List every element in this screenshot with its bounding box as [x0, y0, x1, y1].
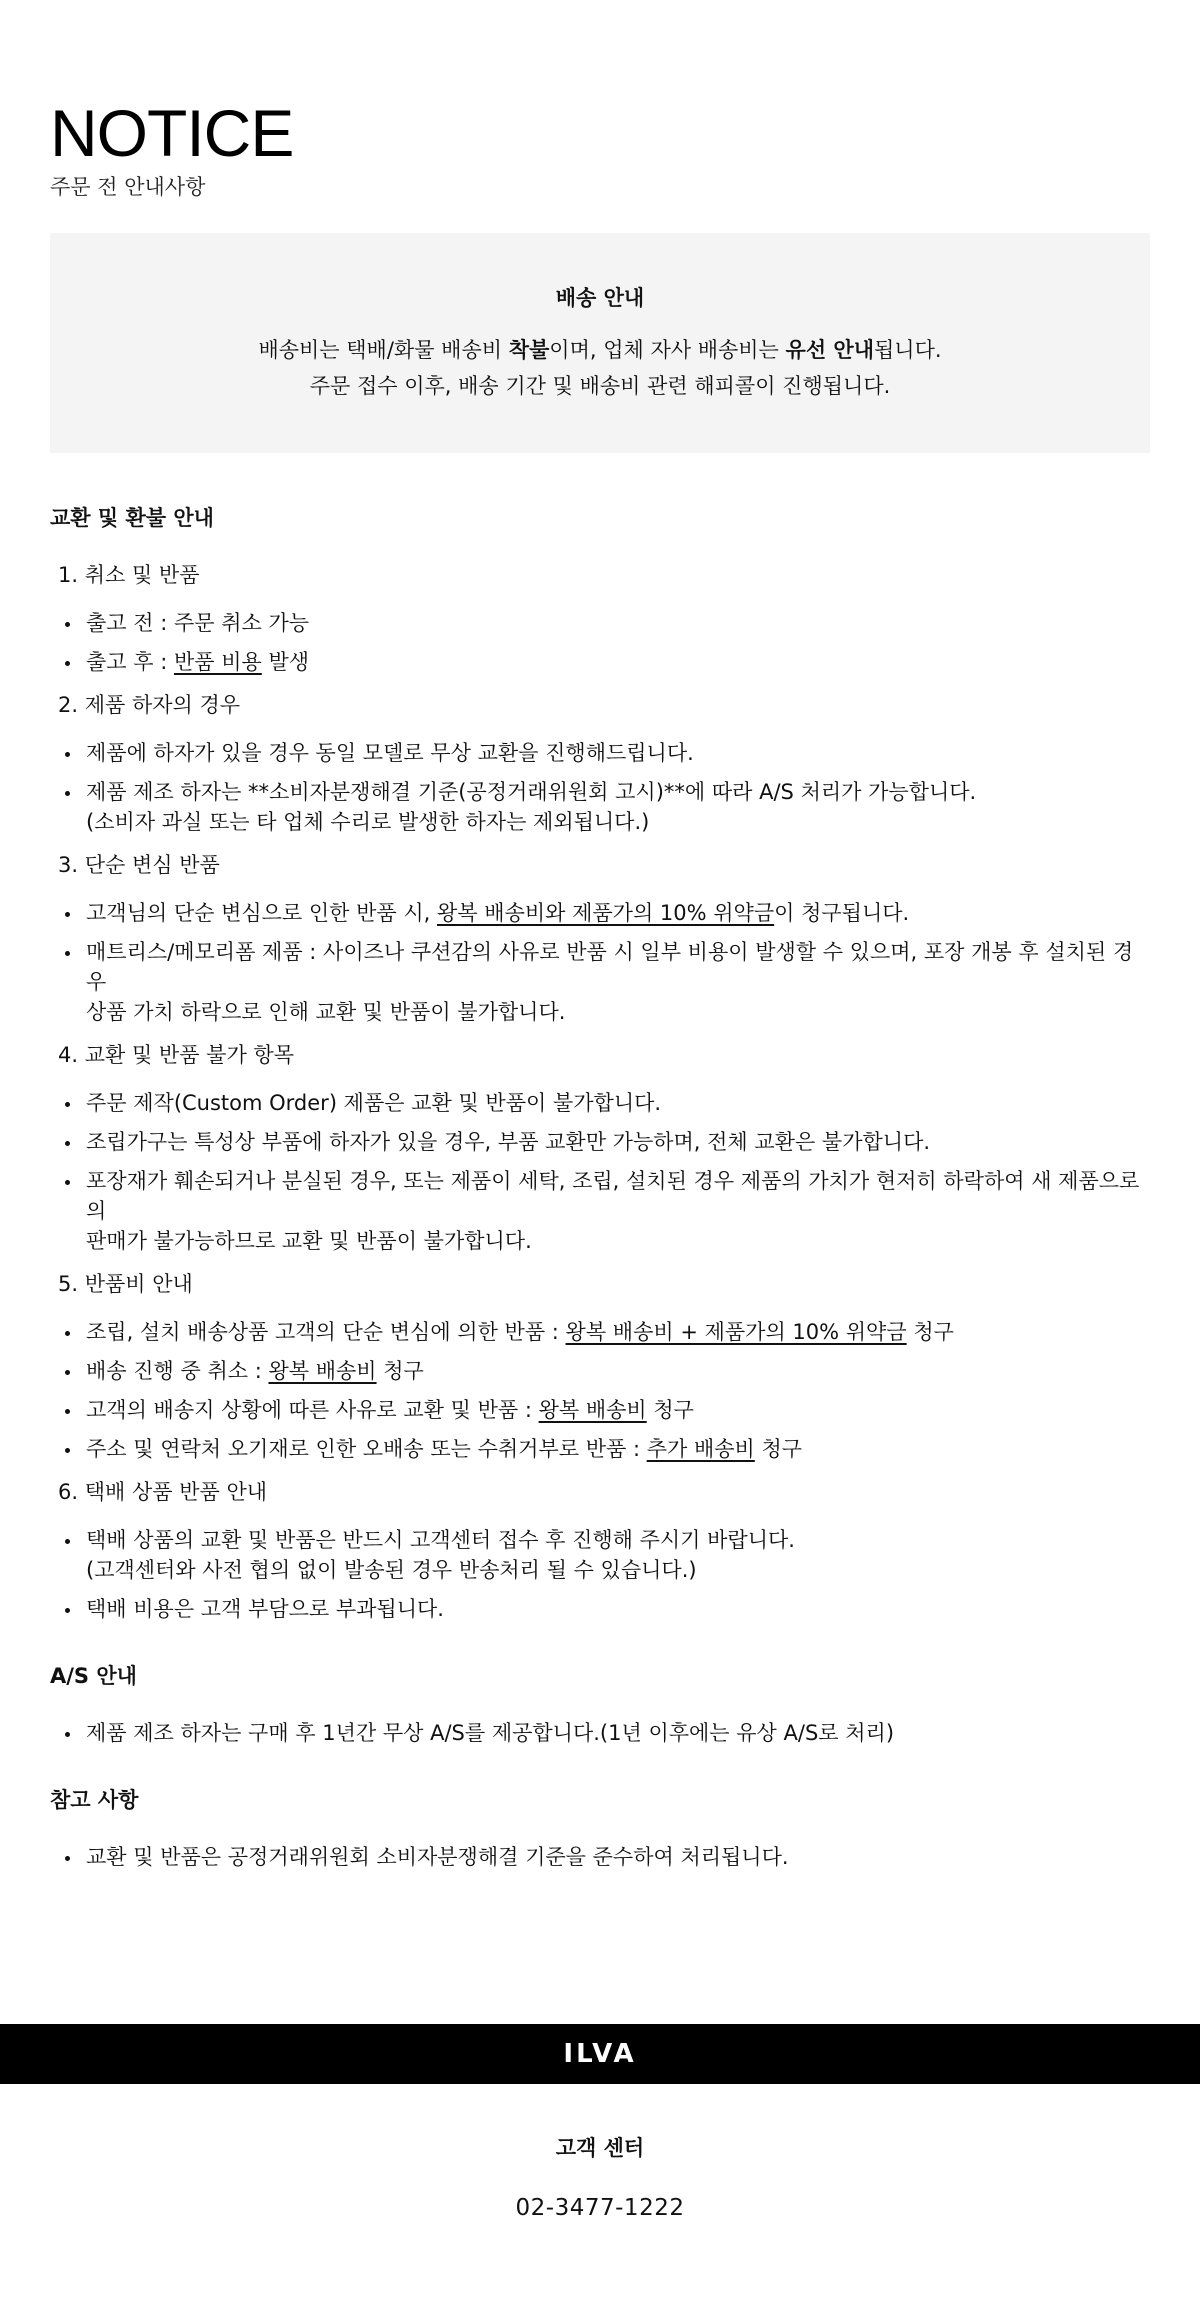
list-item	[50, 1166, 1150, 1256]
non-returnable-list	[50, 1088, 1150, 1256]
list-item: 제품에 하자가 있을 경우 동일 모델로 무상 교환을 진행해드립니다.	[50, 738, 1150, 768]
list-item: 조립가구는 특성상 부품에 하자가 있을 경우, 부품 교환만 가능하며, 전체 교환은 불가합니다.	[50, 1127, 1150, 1157]
list-item: 출고 전 : 주문 취소 가능	[50, 608, 1150, 638]
list-item-text: 청구	[906, 1320, 954, 1344]
list-item-text: 조립, 설치 배송상품 고객의 단순 변심에 의한 반품 :	[86, 1320, 566, 1344]
list-item: 교환 및 반품은 공정거래위원회 소비자분쟁해결 기준을 준수하여 처리됩니다.	[50, 1842, 1150, 1872]
shipping-title: 배송 안내	[555, 286, 645, 310]
list-item-text: 청구	[646, 1398, 694, 1422]
list-item-text: 고객님의 단순 변심으로 인한 반품 시,	[86, 901, 438, 925]
reference-list	[50, 1842, 1150, 1872]
list-item: 제품 제조 하자는 구매 후 1년간 무상 A/S를 제공합니다.(1년 이후에는 유상 A/S로 처리)	[50, 1718, 1150, 1748]
brand-logo: ILVA	[563, 2039, 637, 2069]
list-item	[50, 1317, 1150, 1347]
cancel-list	[50, 608, 1150, 677]
item-title-defect: 2. 제품 하자의 경우	[58, 693, 241, 717]
list-item-text: 배송 진행 중 취소 :	[86, 1359, 269, 1383]
policy-content	[50, 500, 1150, 1881]
simple-return-list	[50, 898, 1150, 1027]
customer-center-phone[interactable]: 02-3477-1222	[515, 2195, 685, 2221]
list-item	[50, 647, 1150, 677]
page-title: NOTICE	[50, 96, 294, 170]
list-item	[50, 1356, 1150, 1386]
item-title-non-returnable: 4. 교환 및 반품 불가 항목	[58, 1043, 294, 1067]
parcel-return-list	[50, 1525, 1150, 1624]
underlined-text: 추가 배송비	[646, 1437, 755, 1461]
list-item: 주문 제작(Custom Order) 제품은 교환 및 반품이 불가합니다.	[50, 1088, 1150, 1118]
list-item-line: (고객센터와 사전 협의 없이 발송된 경우 반송처리 될 수 있습니다.)	[86, 1558, 697, 1582]
list-item-line: 택배 상품의 교환 및 반품은 반드시 고객센터 접수 후 진행해 주시기 바랍니다.	[86, 1528, 795, 1552]
defect-list	[50, 738, 1150, 837]
as-list	[50, 1718, 1150, 1748]
list-item	[50, 777, 1150, 837]
list-item	[50, 1434, 1150, 1464]
item-title-simple-return: 3. 단순 변심 반품	[58, 853, 220, 877]
item-title-return-fee: 5. 반품비 안내	[58, 1272, 193, 1296]
shipping-notice-box	[50, 233, 1150, 453]
customer-center-title: 고객 센터	[555, 2136, 645, 2160]
list-item	[50, 1395, 1150, 1425]
shipping-line-2: 주문 접수 이후, 배송 기간 및 배송비 관련 해피콜이 진행됩니다.	[309, 374, 891, 398]
shipping-line-1-text: 배송비는 택배/화물 배송비	[258, 338, 509, 362]
list-item-line: (소비자 과실 또는 타 업체 수리로 발생한 하자는 제외됩니다.)	[86, 810, 650, 834]
section-title-exchange: 교환 및 환불 안내	[50, 506, 214, 530]
underlined-text: 반품 비용	[173, 650, 262, 674]
section-title-reference: 참고 사항	[50, 1788, 139, 1812]
list-item-line: 제품 제조 하자는 **소비자분쟁해결 기준(공정거래위원회 고시)**에 따라 A/S 처리가 가능합니다.	[86, 780, 977, 804]
list-item-text: 출고 후 :	[86, 650, 174, 674]
underlined-text: 왕복 배송비 + 제품가의 10% 위약금	[565, 1320, 907, 1344]
shipping-line-1-text-3: 됩니다.	[874, 338, 942, 362]
item-title-cancel: 1. 취소 및 반품	[58, 563, 200, 587]
footer-brand-bar	[0, 2024, 1200, 2084]
list-item-text: 청구	[376, 1359, 424, 1383]
list-item	[50, 898, 1150, 928]
list-item-text: 고객의 배송지 상황에 따른 사유로 교환 및 반품 :	[86, 1398, 539, 1422]
list-item-text: 청구	[754, 1437, 803, 1461]
shipping-line-1-text-2: 이며, 업체 자사 배송비는	[549, 338, 786, 362]
return-fee-list	[50, 1317, 1150, 1464]
list-item-text: 주소 및 연락처 오기재로 인한 오배송 또는 수취거부로 반품 :	[86, 1437, 647, 1461]
list-item: 택배 비용은 고객 부담으로 부과됩니다.	[50, 1594, 1150, 1624]
shipping-line-1	[50, 332, 1150, 368]
underlined-text: 왕복 배송비	[268, 1359, 377, 1383]
underlined-text: 왕복 배송비와 제품가의 10% 위약금	[437, 901, 775, 925]
underlined-text: 왕복 배송비	[538, 1398, 647, 1422]
list-item-line: 판매가 불가능하므로 교환 및 반품이 불가합니다.	[86, 1229, 532, 1253]
page-subtitle: 주문 전 안내사항	[50, 175, 206, 199]
list-item	[50, 937, 1150, 1027]
list-item-text: 발생	[261, 650, 310, 674]
list-item-text: 이 청구됩니다.	[774, 901, 910, 925]
list-item-line: 상품 가치 하락으로 인해 교환 및 반품이 불가합니다.	[86, 1000, 566, 1024]
list-item	[50, 1525, 1150, 1585]
section-title-as: A/S 안내	[50, 1664, 137, 1688]
shipping-line-1-bold-collect: 착불	[508, 338, 550, 362]
item-title-parcel-return: 6. 택배 상품 반품 안내	[58, 1480, 268, 1504]
shipping-line-1-bold-phone: 유선 안내	[785, 338, 874, 362]
list-item-line: 매트리스/메모리폼 제품 : 사이즈나 쿠션감의 사유로 반품 시 일부 비용이 발생할 수 있으며, 포장 개봉 후 설치된 경우	[86, 940, 1134, 994]
list-item-line: 포장재가 훼손되거나 분실된 경우, 또는 제품이 세탁, 조립, 설치된 경우 제품의 가치가 현저히 하락하여 새 제품으로의	[86, 1169, 1140, 1223]
